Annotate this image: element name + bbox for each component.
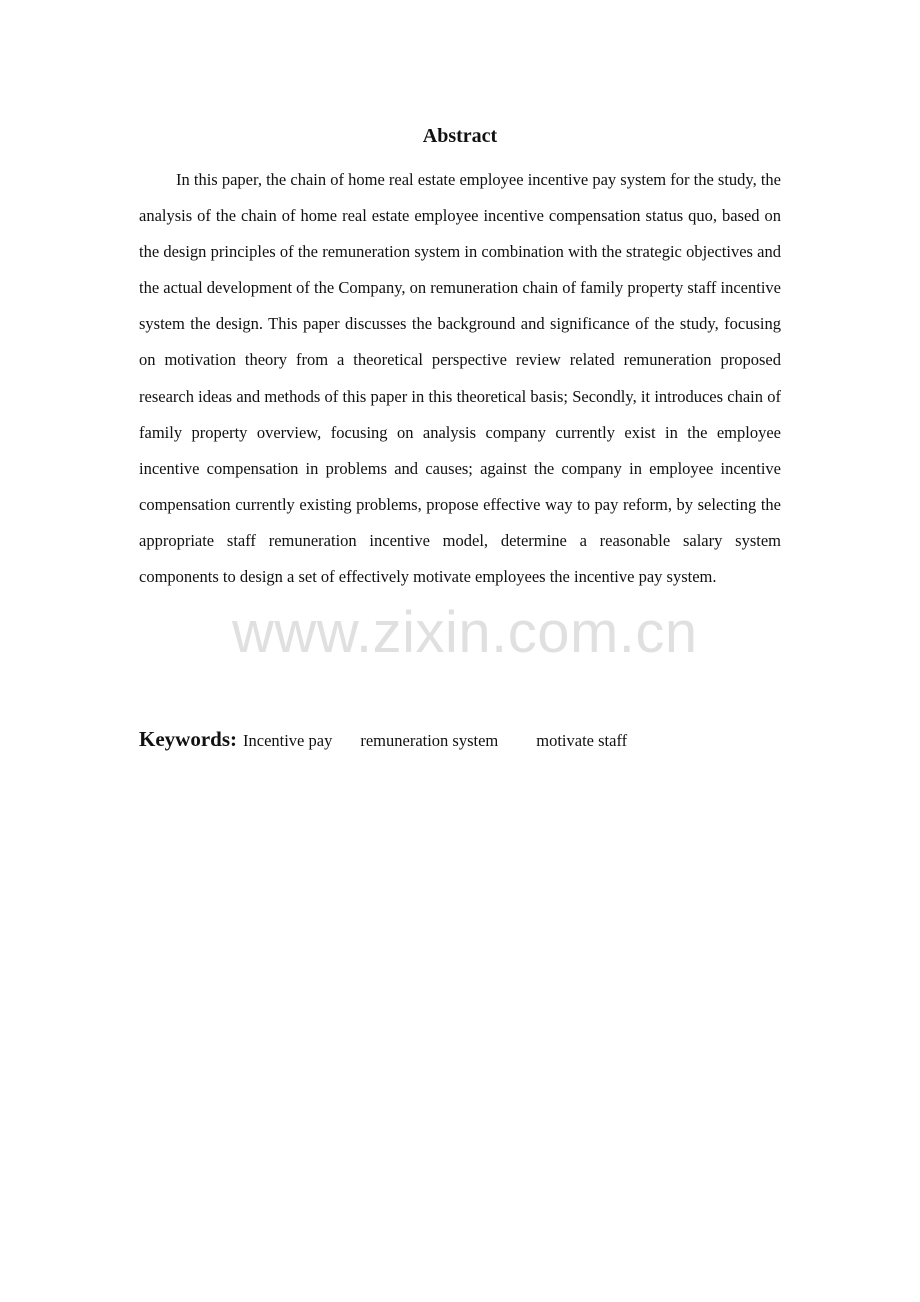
- keywords-label: Keywords:: [139, 727, 237, 751]
- abstract-body: In this paper, the chain of home real estate employee incentive pay system for the study, the analysis of the chain of home real estate employee incentive compensation status quo, based on the design principles of the remuneration system in combination with the strategic objectives and the actual development of the Company, on remuneration chain of family property staff incentive system the design. This paper discusses the background and significance of the study, focusing on motivation theory from a theoretical perspective review related remuneration proposed research ideas and methods of this paper in this theoretical basis; Secondly, it introduces chain of family property overview, focusing on analysis company currently exist in the employee incentive compensation in problems and causes; against the company in employee incentive compensation currently existing problems, propose effective way to pay reform, by selecting the appropriate staff remuneration incentive model, determine a reasonable salary system components to design a set of effectively motivate employees the incentive pay system.: [139, 170, 781, 587]
- keyword-1: Incentive pay: [243, 731, 333, 750]
- keywords-line: [139, 724, 781, 756]
- keyword-3: motivate staff: [536, 731, 628, 750]
- keyword-2: remuneration system: [360, 731, 499, 750]
- watermark: www.zixin.com.cn: [232, 600, 698, 665]
- abstract-title: Abstract: [422, 125, 498, 147]
